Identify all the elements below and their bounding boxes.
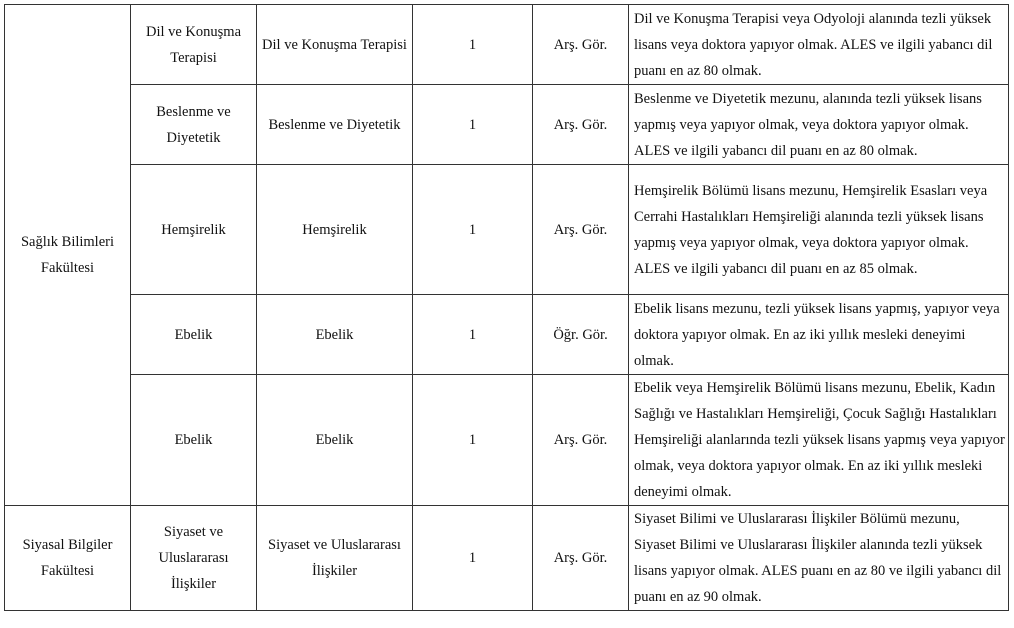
table-row [5, 165, 1009, 295]
department-cell: Ebelik [131, 375, 257, 506]
requirements-cell: Siyaset Bilimi ve Uluslararası İlişkiler Bölümü mezunu, Siyaset Bilimi ve Uluslararası İlişkiler alanında tezli yüksek lisans yapıyor olmak. ALES puanı en az 80 ve ilgili yabancı dil puanı en az 90 olmak. [629, 506, 1009, 611]
program-cell: Dil ve Konuşma Terapisi [257, 5, 413, 85]
program-cell: Ebelik [257, 375, 413, 506]
count-cell: 1 [413, 165, 533, 295]
department-cell: Hemşirelik [131, 165, 257, 295]
requirements-cell: Hemşirelik Bölümü lisans mezunu, Hemşirelik Esasları veya Cerrahi Hastalıkları Hemşireliği alanında tezli yüksek lisans yapmış veya yapıyor olmak, veya doktora yapıyor olmak. ALES ve ilgili yabancı dil puanı en az 85 olmak. [629, 165, 1009, 295]
count-cell: 1 [413, 295, 533, 375]
department-cell: Siyaset ve Uluslararası İlişkiler [131, 506, 257, 611]
table-row [5, 375, 1009, 506]
title-cell: Arş. Gör. [533, 375, 629, 506]
table-row [5, 295, 1009, 375]
table-row [5, 85, 1009, 165]
program-cell: Hemşirelik [257, 165, 413, 295]
faculty-cell: Siyasal Bilgiler Fakültesi [5, 506, 131, 611]
count-cell: 1 [413, 85, 533, 165]
title-cell: Arş. Gör. [533, 165, 629, 295]
title-cell: Öğr. Gör. [533, 295, 629, 375]
department-cell: Ebelik [131, 295, 257, 375]
requirements-cell: Ebelik lisans mezunu, tezli yüksek lisans yapmış, yapıyor veya doktora yapıyor olmak. En az iki yıllık mesleki deneyimi olmak. [629, 295, 1009, 375]
table-row [5, 506, 1009, 611]
count-cell: 1 [413, 5, 533, 85]
department-cell: Dil ve Konuşma Terapisi [131, 5, 257, 85]
department-cell: Beslenme ve Diyetetik [131, 85, 257, 165]
title-cell: Arş. Gör. [533, 5, 629, 85]
requirements-cell: Dil ve Konuşma Terapisi veya Odyoloji alanında tezli yüksek lisans veya doktora yapıyor olmak. ALES ve ilgili yabancı dil puanı en az 80 olmak. [629, 5, 1009, 85]
count-cell: 1 [413, 375, 533, 506]
requirements-cell: Beslenme ve Diyetetik mezunu, alanında tezli yüksek lisans yapmış veya yapıyor olmak, veya doktora yapıyor olmak. ALES ve ilgili yabancı dil puanı en az 80 olmak. [629, 85, 1009, 165]
faculty-cell: Sağlık Bilimleri Fakültesi [5, 5, 131, 506]
program-cell: Ebelik [257, 295, 413, 375]
program-cell: Beslenme ve Diyetetik [257, 85, 413, 165]
requirements-cell: Ebelik veya Hemşirelik Bölümü lisans mezunu, Ebelik, Kadın Sağlığı ve Hastalıkları Hemşireliği, Çocuk Sağlığı Hastalıkları Hemşireliği alanlarında tezli yüksek lisans yapmış veya yapıyor olmak, veya doktora yapıyor olmak. En az iki yıllık mesleki deneyimi olmak. [629, 375, 1009, 506]
program-cell: Siyaset ve Uluslararası İlişkiler [257, 506, 413, 611]
table-row [5, 5, 1009, 85]
positions-table [4, 4, 1009, 611]
count-cell: 1 [413, 506, 533, 611]
title-cell: Arş. Gör. [533, 506, 629, 611]
title-cell: Arş. Gör. [533, 85, 629, 165]
